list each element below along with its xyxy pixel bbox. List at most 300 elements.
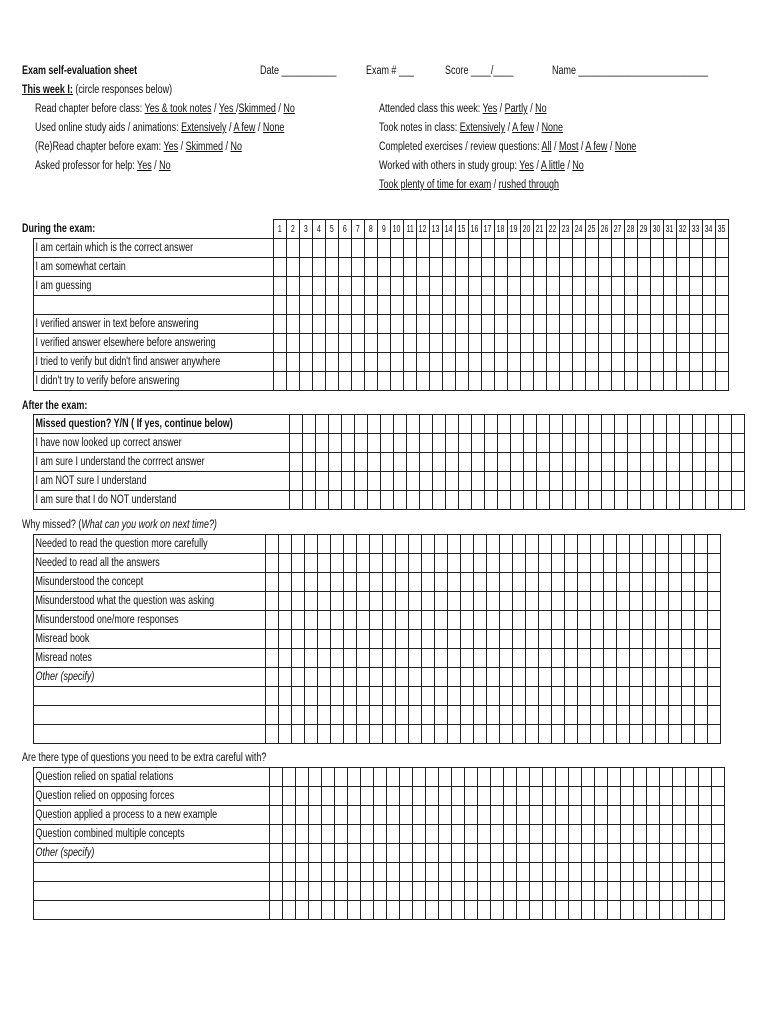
- answer-cell[interactable]: [486, 668, 499, 687]
- answer-cell[interactable]: [416, 258, 429, 277]
- answer-cell[interactable]: [494, 334, 507, 353]
- answer-cell[interactable]: [715, 315, 728, 334]
- answer-cell[interactable]: [499, 649, 512, 668]
- answer-cell[interactable]: [338, 239, 351, 258]
- answer-cell[interactable]: [412, 806, 425, 825]
- answer-cell[interactable]: [341, 491, 354, 510]
- answer-cell[interactable]: [425, 901, 438, 920]
- answer-cell[interactable]: [377, 239, 390, 258]
- answer-cell[interactable]: [399, 768, 412, 787]
- answer-cell[interactable]: [655, 687, 668, 706]
- answer-cell[interactable]: [685, 825, 698, 844]
- answer-cell[interactable]: [512, 706, 525, 725]
- answer-cell[interactable]: [702, 258, 715, 277]
- answer-cell[interactable]: [542, 787, 555, 806]
- answer-cell[interactable]: [538, 573, 551, 592]
- answer-cell[interactable]: [338, 334, 351, 353]
- answer-cell[interactable]: [299, 372, 312, 391]
- answer-cell[interactable]: [681, 649, 694, 668]
- answer-cell[interactable]: [490, 825, 503, 844]
- answer-cell[interactable]: [685, 863, 698, 882]
- answer-cell[interactable]: [295, 787, 308, 806]
- answer-cell[interactable]: [460, 611, 473, 630]
- answer-cell[interactable]: [614, 453, 627, 472]
- answer-cell[interactable]: [707, 687, 720, 706]
- answer-cell[interactable]: [468, 334, 481, 353]
- answer-cell[interactable]: [731, 472, 744, 491]
- answer-cell[interactable]: [273, 334, 286, 353]
- answer-cell[interactable]: [707, 573, 720, 592]
- answer-cell[interactable]: [468, 372, 481, 391]
- answer-cell[interactable]: [507, 239, 520, 258]
- answer-cell[interactable]: [594, 901, 607, 920]
- answer-cell[interactable]: [490, 882, 503, 901]
- answer-cell[interactable]: [412, 825, 425, 844]
- answer-cell[interactable]: [603, 649, 616, 668]
- answer-cell[interactable]: [568, 825, 581, 844]
- answer-cell[interactable]: [681, 687, 694, 706]
- answer-cell[interactable]: [650, 258, 663, 277]
- response-option[interactable]: Yes: [163, 141, 179, 153]
- answer-cell[interactable]: [694, 706, 707, 725]
- answer-cell[interactable]: [486, 611, 499, 630]
- answer-cell[interactable]: [731, 434, 744, 453]
- answer-cell[interactable]: [538, 592, 551, 611]
- answer-cell[interactable]: [364, 334, 377, 353]
- answer-cell[interactable]: [655, 649, 668, 668]
- answer-cell[interactable]: [269, 901, 282, 920]
- answer-cell[interactable]: [486, 706, 499, 725]
- answer-cell[interactable]: [629, 649, 642, 668]
- answer-cell[interactable]: [330, 573, 343, 592]
- answer-cell[interactable]: [312, 258, 325, 277]
- answer-cell[interactable]: [646, 901, 659, 920]
- answer-cell[interactable]: [685, 882, 698, 901]
- answer-cell[interactable]: [330, 535, 343, 554]
- answer-cell[interactable]: [317, 611, 330, 630]
- answer-cell[interactable]: [395, 668, 408, 687]
- answer-cell[interactable]: [473, 573, 486, 592]
- answer-cell[interactable]: [577, 687, 590, 706]
- answer-cell[interactable]: [529, 882, 542, 901]
- answer-cell[interactable]: [655, 535, 668, 554]
- answer-cell[interactable]: [731, 415, 744, 434]
- answer-cell[interactable]: [577, 554, 590, 573]
- answer-cell[interactable]: [642, 687, 655, 706]
- answer-cell[interactable]: [572, 372, 585, 391]
- answer-cell[interactable]: [367, 453, 380, 472]
- answer-cell[interactable]: [403, 239, 416, 258]
- answer-cell[interactable]: [369, 687, 382, 706]
- answer-cell[interactable]: [546, 353, 559, 372]
- answer-cell[interactable]: [494, 315, 507, 334]
- answer-cell[interactable]: [330, 706, 343, 725]
- answer-cell[interactable]: [341, 434, 354, 453]
- answer-cell[interactable]: [588, 415, 601, 434]
- answer-cell[interactable]: [273, 277, 286, 296]
- answer-cell[interactable]: [663, 239, 676, 258]
- answer-cell[interactable]: [607, 787, 620, 806]
- answer-cell[interactable]: [646, 844, 659, 863]
- answer-cell[interactable]: [354, 415, 367, 434]
- answer-cell[interactable]: [343, 687, 356, 706]
- answer-cell[interactable]: [315, 472, 328, 491]
- response-option[interactable]: Extensively: [181, 122, 227, 134]
- answer-cell[interactable]: [676, 258, 689, 277]
- answer-cell[interactable]: [356, 535, 369, 554]
- answer-cell[interactable]: [416, 372, 429, 391]
- answer-cell[interactable]: [564, 573, 577, 592]
- answer-cell[interactable]: [369, 725, 382, 744]
- answer-cell[interactable]: [590, 592, 603, 611]
- answer-cell[interactable]: [503, 806, 516, 825]
- answer-cell[interactable]: [659, 844, 672, 863]
- answer-cell[interactable]: [338, 353, 351, 372]
- answer-cell[interactable]: [637, 334, 650, 353]
- answer-cell[interactable]: [369, 535, 382, 554]
- answer-cell[interactable]: [438, 844, 451, 863]
- answer-cell[interactable]: [611, 353, 624, 372]
- answer-cell[interactable]: [291, 649, 304, 668]
- answer-cell[interactable]: [308, 901, 321, 920]
- answer-cell[interactable]: [603, 573, 616, 592]
- answer-cell[interactable]: [568, 882, 581, 901]
- answer-cell[interactable]: [507, 334, 520, 353]
- answer-cell[interactable]: [551, 687, 564, 706]
- answer-cell[interactable]: [512, 649, 525, 668]
- answer-cell[interactable]: [434, 630, 447, 649]
- answer-cell[interactable]: [434, 687, 447, 706]
- answer-cell[interactable]: [568, 768, 581, 787]
- name-field[interactable]: Name __________________________: [552, 65, 709, 77]
- answer-cell[interactable]: [273, 239, 286, 258]
- answer-cell[interactable]: [265, 592, 278, 611]
- answer-cell[interactable]: [676, 334, 689, 353]
- answer-cell[interactable]: [503, 901, 516, 920]
- answer-cell[interactable]: [343, 573, 356, 592]
- answer-cell[interactable]: [585, 296, 598, 315]
- answer-cell[interactable]: [382, 535, 395, 554]
- answer-cell[interactable]: [516, 844, 529, 863]
- answer-cell[interactable]: [302, 491, 315, 510]
- answer-cell[interactable]: [486, 687, 499, 706]
- answer-cell[interactable]: [399, 882, 412, 901]
- answer-cell[interactable]: [594, 863, 607, 882]
- answer-cell[interactable]: [356, 649, 369, 668]
- answer-cell[interactable]: [330, 687, 343, 706]
- answer-cell[interactable]: [468, 296, 481, 315]
- answer-cell[interactable]: [432, 453, 445, 472]
- answer-cell[interactable]: [585, 334, 598, 353]
- answer-cell[interactable]: [538, 649, 551, 668]
- answer-cell[interactable]: [650, 239, 663, 258]
- answer-cell[interactable]: [282, 825, 295, 844]
- answer-cell[interactable]: [659, 806, 672, 825]
- answer-cell[interactable]: [408, 725, 421, 744]
- answer-cell[interactable]: [653, 434, 666, 453]
- answer-cell[interactable]: [594, 825, 607, 844]
- answer-cell[interactable]: [529, 863, 542, 882]
- answer-cell[interactable]: [499, 630, 512, 649]
- answer-cell[interactable]: [590, 725, 603, 744]
- answer-cell[interactable]: [412, 863, 425, 882]
- answer-cell[interactable]: [585, 239, 598, 258]
- answer-cell[interactable]: [455, 372, 468, 391]
- answer-cell[interactable]: [624, 372, 637, 391]
- answer-cell[interactable]: [624, 258, 637, 277]
- answer-cell[interactable]: [679, 472, 692, 491]
- response-option[interactable]: Skimmed: [185, 141, 223, 153]
- answer-cell[interactable]: [473, 554, 486, 573]
- answer-cell[interactable]: [315, 415, 328, 434]
- answer-cell[interactable]: [291, 725, 304, 744]
- answer-cell[interactable]: [377, 315, 390, 334]
- answer-cell[interactable]: [627, 453, 640, 472]
- answer-cell[interactable]: [659, 882, 672, 901]
- answer-cell[interactable]: [702, 296, 715, 315]
- answer-cell[interactable]: [416, 239, 429, 258]
- answer-cell[interactable]: [525, 611, 538, 630]
- response-option[interactable]: Yes: [218, 103, 236, 115]
- answer-cell[interactable]: [473, 706, 486, 725]
- answer-cell[interactable]: [330, 649, 343, 668]
- answer-cell[interactable]: [282, 806, 295, 825]
- answer-cell[interactable]: [338, 315, 351, 334]
- answer-cell[interactable]: [585, 353, 598, 372]
- answer-cell[interactable]: [507, 296, 520, 315]
- answer-cell[interactable]: [494, 353, 507, 372]
- answer-cell[interactable]: [382, 725, 395, 744]
- answer-cell[interactable]: [590, 535, 603, 554]
- answer-cell[interactable]: [386, 882, 399, 901]
- answer-cell[interactable]: [538, 687, 551, 706]
- answer-cell[interactable]: [499, 706, 512, 725]
- answer-cell[interactable]: [312, 296, 325, 315]
- answer-cell[interactable]: [681, 668, 694, 687]
- answer-cell[interactable]: [525, 725, 538, 744]
- answer-cell[interactable]: [676, 277, 689, 296]
- answer-cell[interactable]: [698, 825, 711, 844]
- answer-cell[interactable]: [585, 315, 598, 334]
- answer-cell[interactable]: [442, 353, 455, 372]
- answer-cell[interactable]: [408, 687, 421, 706]
- answer-cell[interactable]: [299, 353, 312, 372]
- answer-cell[interactable]: [408, 649, 421, 668]
- answer-cell[interactable]: [343, 649, 356, 668]
- answer-cell[interactable]: [328, 472, 341, 491]
- answer-cell[interactable]: [590, 649, 603, 668]
- answer-cell[interactable]: [269, 787, 282, 806]
- answer-cell[interactable]: [627, 472, 640, 491]
- answer-cell[interactable]: [620, 787, 633, 806]
- answer-cell[interactable]: [447, 668, 460, 687]
- answer-cell[interactable]: [711, 825, 724, 844]
- answer-cell[interactable]: [438, 787, 451, 806]
- answer-cell[interactable]: [672, 806, 685, 825]
- answer-cell[interactable]: [616, 668, 629, 687]
- response-option[interactable]: No: [230, 141, 242, 153]
- answer-cell[interactable]: [473, 668, 486, 687]
- answer-cell[interactable]: [442, 334, 455, 353]
- answer-cell[interactable]: [347, 863, 360, 882]
- answer-cell[interactable]: [520, 372, 533, 391]
- answer-cell[interactable]: [679, 434, 692, 453]
- answer-cell[interactable]: [265, 554, 278, 573]
- answer-cell[interactable]: [577, 630, 590, 649]
- answer-cell[interactable]: [286, 315, 299, 334]
- answer-cell[interactable]: [646, 806, 659, 825]
- answer-cell[interactable]: [494, 258, 507, 277]
- answer-cell[interactable]: [536, 415, 549, 434]
- answer-cell[interactable]: [494, 372, 507, 391]
- answer-cell[interactable]: [572, 296, 585, 315]
- answer-cell[interactable]: [351, 372, 364, 391]
- answer-cell[interactable]: [451, 787, 464, 806]
- answer-cell[interactable]: [520, 296, 533, 315]
- answer-cell[interactable]: [486, 630, 499, 649]
- answer-cell[interactable]: [447, 611, 460, 630]
- answer-cell[interactable]: [588, 491, 601, 510]
- answer-cell[interactable]: [282, 901, 295, 920]
- answer-cell[interactable]: [360, 882, 373, 901]
- answer-cell[interactable]: [403, 334, 416, 353]
- answer-cell[interactable]: [568, 806, 581, 825]
- answer-cell[interactable]: [354, 453, 367, 472]
- answer-cell[interactable]: [291, 706, 304, 725]
- answer-cell[interactable]: [295, 882, 308, 901]
- answer-cell[interactable]: [477, 825, 490, 844]
- answer-cell[interactable]: [507, 315, 520, 334]
- answer-cell[interactable]: [611, 239, 624, 258]
- answer-cell[interactable]: [421, 668, 434, 687]
- answer-cell[interactable]: [551, 630, 564, 649]
- answer-cell[interactable]: [718, 472, 731, 491]
- answer-cell[interactable]: [302, 472, 315, 491]
- answer-cell[interactable]: [633, 825, 646, 844]
- answer-cell[interactable]: [555, 806, 568, 825]
- answer-cell[interactable]: [464, 901, 477, 920]
- answer-cell[interactable]: [668, 535, 681, 554]
- answer-cell[interactable]: [330, 630, 343, 649]
- answer-cell[interactable]: [633, 882, 646, 901]
- answer-cell[interactable]: [302, 415, 315, 434]
- answer-cell[interactable]: [668, 611, 681, 630]
- answer-cell[interactable]: [273, 372, 286, 391]
- answer-cell[interactable]: [525, 706, 538, 725]
- answer-cell[interactable]: [698, 901, 711, 920]
- answer-cell[interactable]: [689, 372, 702, 391]
- answer-cell[interactable]: [477, 863, 490, 882]
- answer-cell[interactable]: [611, 334, 624, 353]
- answer-cell[interactable]: [507, 277, 520, 296]
- answer-cell[interactable]: [403, 277, 416, 296]
- answer-cell[interactable]: [559, 258, 572, 277]
- answer-cell[interactable]: [640, 453, 653, 472]
- answer-cell[interactable]: [325, 334, 338, 353]
- answer-cell[interactable]: [598, 334, 611, 353]
- answer-cell[interactable]: [629, 573, 642, 592]
- answer-cell[interactable]: [681, 554, 694, 573]
- answer-cell[interactable]: [390, 239, 403, 258]
- answer-cell[interactable]: [685, 768, 698, 787]
- answer-cell[interactable]: [399, 901, 412, 920]
- answer-cell[interactable]: [334, 806, 347, 825]
- answer-cell[interactable]: [614, 434, 627, 453]
- answer-cell[interactable]: [572, 334, 585, 353]
- answer-cell[interactable]: [616, 611, 629, 630]
- answer-cell[interactable]: [555, 901, 568, 920]
- answer-cell[interactable]: [386, 863, 399, 882]
- answer-cell[interactable]: [386, 901, 399, 920]
- response-option[interactable]: A few: [233, 122, 256, 134]
- answer-cell[interactable]: [432, 434, 445, 453]
- answer-cell[interactable]: [520, 334, 533, 353]
- answer-cell[interactable]: [278, 649, 291, 668]
- answer-cell[interactable]: [364, 353, 377, 372]
- answer-cell[interactable]: [412, 882, 425, 901]
- answer-cell[interactable]: [481, 334, 494, 353]
- answer-cell[interactable]: [273, 353, 286, 372]
- answer-cell[interactable]: [624, 239, 637, 258]
- answer-cell[interactable]: [611, 315, 624, 334]
- answer-cell[interactable]: [304, 706, 317, 725]
- answer-cell[interactable]: [666, 491, 679, 510]
- answer-cell[interactable]: [286, 239, 299, 258]
- answer-cell[interactable]: [317, 592, 330, 611]
- answer-cell[interactable]: [351, 334, 364, 353]
- answer-cell[interactable]: [650, 372, 663, 391]
- answer-cell[interactable]: [681, 573, 694, 592]
- answer-cell[interactable]: [317, 630, 330, 649]
- answer-cell[interactable]: [512, 573, 525, 592]
- answer-cell[interactable]: [432, 415, 445, 434]
- answer-cell[interactable]: [692, 434, 705, 453]
- answer-cell[interactable]: [525, 573, 538, 592]
- answer-cell[interactable]: [425, 825, 438, 844]
- answer-cell[interactable]: [581, 768, 594, 787]
- answer-cell[interactable]: [533, 258, 546, 277]
- answer-cell[interactable]: [295, 825, 308, 844]
- answer-cell[interactable]: [351, 258, 364, 277]
- answer-cell[interactable]: [464, 844, 477, 863]
- response-option[interactable]: None: [541, 122, 564, 134]
- answer-cell[interactable]: [317, 668, 330, 687]
- answer-cell[interactable]: [668, 668, 681, 687]
- answer-cell[interactable]: [588, 434, 601, 453]
- answer-cell[interactable]: [471, 472, 484, 491]
- answer-cell[interactable]: [707, 611, 720, 630]
- answer-cell[interactable]: [559, 296, 572, 315]
- answer-cell[interactable]: [598, 315, 611, 334]
- answer-cell[interactable]: [481, 239, 494, 258]
- answer-cell[interactable]: [590, 611, 603, 630]
- answer-cell[interactable]: [421, 573, 434, 592]
- answer-cell[interactable]: [731, 453, 744, 472]
- answer-cell[interactable]: [538, 630, 551, 649]
- answer-cell[interactable]: [685, 901, 698, 920]
- response-option[interactable]: Skimmed: [238, 103, 276, 115]
- answer-cell[interactable]: [564, 611, 577, 630]
- answer-cell[interactable]: [676, 353, 689, 372]
- answer-cell[interactable]: [702, 372, 715, 391]
- answer-cell[interactable]: [477, 901, 490, 920]
- answer-cell[interactable]: [273, 315, 286, 334]
- answer-cell[interactable]: [286, 296, 299, 315]
- answer-cell[interactable]: [269, 768, 282, 787]
- answer-cell[interactable]: [549, 453, 562, 472]
- answer-cell[interactable]: [364, 258, 377, 277]
- answer-cell[interactable]: [455, 334, 468, 353]
